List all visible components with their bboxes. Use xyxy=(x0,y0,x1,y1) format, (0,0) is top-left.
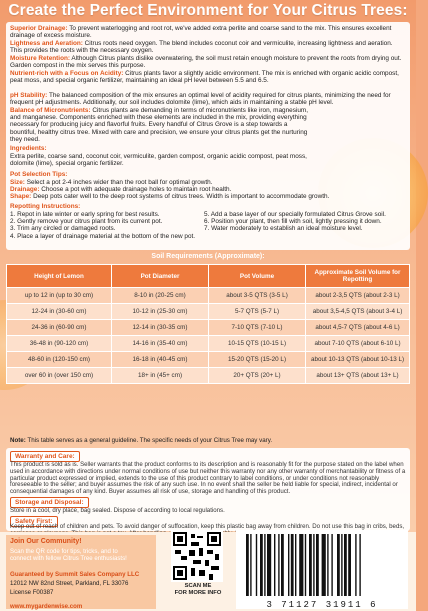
table-row xyxy=(7,288,410,304)
barcode-bar xyxy=(267,534,271,596)
barcode-bar xyxy=(295,534,296,596)
company-name: Guaranteed by Summit Sales Company LLC xyxy=(10,571,140,578)
table-row xyxy=(7,320,410,336)
table-header: Pot Volume xyxy=(209,265,306,288)
feature-aeration: Lightness and Aeration: Citrus roots need oxygen. The blend includes coconut coir and vermiculite, increasing lightness and aeration. This provides the roots with the necessary oxygen. xyxy=(10,40,393,55)
table-cell: 10-15 QTS (10-15 L) xyxy=(209,336,306,352)
feature-moisture: Moisture Retention: Although Citrus plants dislike overwatering, the soil must retain enough moisture to prevent the roots from drying out. Garden compost in the mix serves this purpose. xyxy=(10,55,402,70)
community-text: Scan the QR code for tips, tricks, and to connect with fellow Citrus Tree enthusiasts! xyxy=(10,548,127,562)
warranty-text: This product is sold as is. Seller warrants that the product conforms to its description and is reasonably fit for the purpose stated on the label when used in accordance with directions under normal conditions of use but neither this warranty nor any other warranty of merchantability or fitness of a particular product expressed or implied, extends to the use of this product contrary to label conditions, or under conditions not reasonably foreseeable to the seller; and buyer assumes the risk of any such use. In no event shall the seller be held liable for special, indirect, incidental or consequential damages of any kind. Buyer assumes all risk of use, storage and handling of this product. xyxy=(10,461,406,496)
barcode-bar xyxy=(291,534,294,596)
barcode xyxy=(236,530,408,609)
storage-label: Storage and Disposal: xyxy=(10,497,89,508)
repot-step: 2. Gently remove your citrus plant from its current pot. xyxy=(10,218,163,226)
barcode-bars xyxy=(236,530,408,598)
safety-text: Keep out of reach of children and pets. To avoid danger of suffocation, keep this plastic bag away from children. Do not use this bag in cribs, beds, xyxy=(10,523,405,530)
barcode-bar xyxy=(316,534,319,596)
table-cell: 14-16 in (35-40 cm) xyxy=(112,336,209,352)
pot-tip-drainage: Drainage: Choose a pot with adequate drainage holes to maintain root health. xyxy=(10,186,232,193)
feature-ph: pH Stability: The balanced composition of the mix ensures an optimal level of acidity required for citrus plants, minimizing the need for frequent pH adjustments. Additionally, our soil includes dolomite (lime), which aids in maintaining a stable pH level. xyxy=(10,92,391,107)
barcode-bar xyxy=(274,534,275,596)
pot-tip-size: Size: Select a pot 2-4 inches wider than the root ball for optimal growth. xyxy=(10,179,213,186)
repot-steps-left xyxy=(10,211,200,240)
barcode-bar xyxy=(348,534,351,596)
table-cell: 10-12 in (25-30 cm) xyxy=(112,304,209,320)
community-title: Join Our Community! xyxy=(10,538,82,545)
website-link[interactable]: www.mygardenwise.com xyxy=(10,603,83,610)
table-cell: about 10-13 QTS (about 10-13 L) xyxy=(306,352,410,368)
table-note: Note: This table serves as a general guideline. The specific needs of your Citrus Tree may vary. xyxy=(10,437,273,444)
barcode-bar xyxy=(341,534,342,596)
qr-caption: SCAN ME FOR MORE INFO xyxy=(174,583,222,596)
ingredients-text: Extra perlite, coarse sand, coconut coir, vermiculite, garden compost, organic acidic compost, peat moss, dolomite (lime), special organic fertilizer. xyxy=(10,153,307,168)
barcode-bar xyxy=(250,534,251,596)
table-cell: over 60 in (over 150 cm) xyxy=(7,368,112,384)
table-row xyxy=(7,352,410,368)
table-cell: about 2-3,5 QTS (about 2-3 L) xyxy=(306,288,410,304)
table-cell: 12-24 in (30-60 cm) xyxy=(7,304,112,320)
repot-step: 4. Place a layer of drainage material at the bottom of the new pot. xyxy=(10,232,196,240)
barcode-bar xyxy=(337,534,340,596)
barcode-bar xyxy=(281,534,284,596)
table-cell: 48-60 in (120-150 cm) xyxy=(7,352,112,368)
table-cell: 36-48 in (90-120 cm) xyxy=(7,336,112,352)
barcode-bar xyxy=(327,534,328,596)
barcode-bar xyxy=(246,534,249,596)
table-cell: about 3,5-4,5 QTS (about 3-4 L) xyxy=(306,304,410,320)
repot-heading: Repotting Instructions: xyxy=(10,203,81,210)
feature-drainage: Superior Drainage: To prevent waterlogging and root rot, we've added extra perlite and coarse sand to the mix. This ensures excellent drainage of excess moisture. xyxy=(10,25,392,40)
table-row xyxy=(7,336,410,352)
table-cell: 7-10 QTS (7-10 L) xyxy=(209,320,306,336)
table-row xyxy=(7,368,410,384)
table-row xyxy=(7,304,410,320)
barcode-bar xyxy=(299,534,303,596)
barcode-bar xyxy=(305,534,306,596)
safety-label: Safety First: xyxy=(10,516,58,527)
table-cell: about 7-10 QTS (about 6-10 L) xyxy=(306,336,410,352)
qr-code-icon[interactable] xyxy=(171,530,223,582)
community-box xyxy=(6,535,156,609)
license-number: License F00387 xyxy=(10,589,54,596)
table-cell: about 4,5-7 QTS (about 4-6 L) xyxy=(306,320,410,336)
table-header: Approximate Soil Volume for Repotting xyxy=(306,265,410,288)
barcode-number: 3 71127 31911 6 xyxy=(266,600,378,610)
barcode-bar xyxy=(359,534,360,596)
barcode-bar xyxy=(355,534,356,596)
barcode-bar xyxy=(309,534,312,596)
barcode-bar xyxy=(344,534,347,596)
feature-nutrients: Nutrient-rich with a Focus on Acidity: Citrus plants favor a slightly acidic environment. The mix is enriched with organic acidic compost, peat moss, and special organic fertilizer, maintaining an ideal pH level between 5.5 and 6.5. xyxy=(10,70,399,85)
table-cell: 20+ QTS (20+ L) xyxy=(209,368,306,384)
barcode-bar xyxy=(331,534,332,596)
table-title: Soil Requirements (Approximate): xyxy=(151,253,265,260)
table-cell: about 13+ QTS (about 13+ L) xyxy=(306,368,410,384)
table-cell: 12-14 in (30-35 cm) xyxy=(112,320,209,336)
barcode-bar xyxy=(264,534,265,596)
repot-step: 5. Add a base layer of our specially formulated Citrus Grove soil. xyxy=(204,211,386,218)
table-cell: 16-18 in (40-45 cm) xyxy=(112,352,209,368)
table-header: Pot Diameter xyxy=(112,265,209,288)
barcode-bar xyxy=(288,534,289,596)
repot-step: 7. Water moderately to establish an ideal moisture level. xyxy=(204,225,363,233)
repot-step: 6. Position your plant, then fill with soil, lightly pressing it down. xyxy=(204,218,382,226)
ingredients-heading: Ingredients: xyxy=(10,145,47,152)
repot-steps-right xyxy=(204,211,404,233)
table-cell: about 3-5 QTS (3-5 L) xyxy=(209,288,306,304)
barcode-bar xyxy=(260,534,263,596)
feature-micronutrients: Balance of Micronutrients: Citrus plants are demanding in terms of micronutrients like iron, magnesium, and manganese. Components enriched with these elements are included in the mix, providing everything necessary for producing juicy and flavorful fruits. Every handful of Citrus Grove is a step towards a bountiful, healthy citrus tree. Mixed with care and precision, we ensure your citrus plants get the nurturing they need. xyxy=(10,107,308,143)
barcode-bar xyxy=(322,534,326,596)
barcode-bar xyxy=(278,534,279,596)
repot-step: 1. Repot in late winter or early spring for best results. xyxy=(10,211,160,218)
table-cell: 8-10 in (20-25 cm) xyxy=(112,288,209,304)
barcode-bar xyxy=(256,534,257,596)
table-cell: 5-7 QTS (5-7 L) xyxy=(209,304,306,320)
page-title: Create the Perfect Environment for Your Citrus Trees: xyxy=(8,2,408,19)
table-cell: 18+ in (45+ cm) xyxy=(112,368,209,384)
table-header: Height of Lemon xyxy=(7,265,112,288)
repot-step: 3. Trim any circled or damaged roots. xyxy=(10,225,116,233)
soil-requirements-table xyxy=(6,264,410,384)
company-address: 12012 NW 82nd Street, Parkland, FL 33076 xyxy=(10,580,129,587)
table-cell: 15-20 QTS (15-20 L) xyxy=(209,352,306,368)
storage-text: Store in a cool, dry place, bag sealed. Dispose of according to local regulations. xyxy=(10,507,225,514)
warranty-label: Warranty and Care: xyxy=(10,451,80,462)
barcode-bar xyxy=(313,534,314,596)
pot-heading: Pot Selection Tips: xyxy=(10,171,68,178)
pot-tip-shape: Shape: Deep pots cater well to the deep root systems of citrus trees. Width is important to accommodate growth. xyxy=(10,193,330,200)
table-cell: 24-36 in (60-90 cm) xyxy=(7,320,112,336)
table-cell: up to 12 in (up to 30 cm) xyxy=(7,288,112,304)
